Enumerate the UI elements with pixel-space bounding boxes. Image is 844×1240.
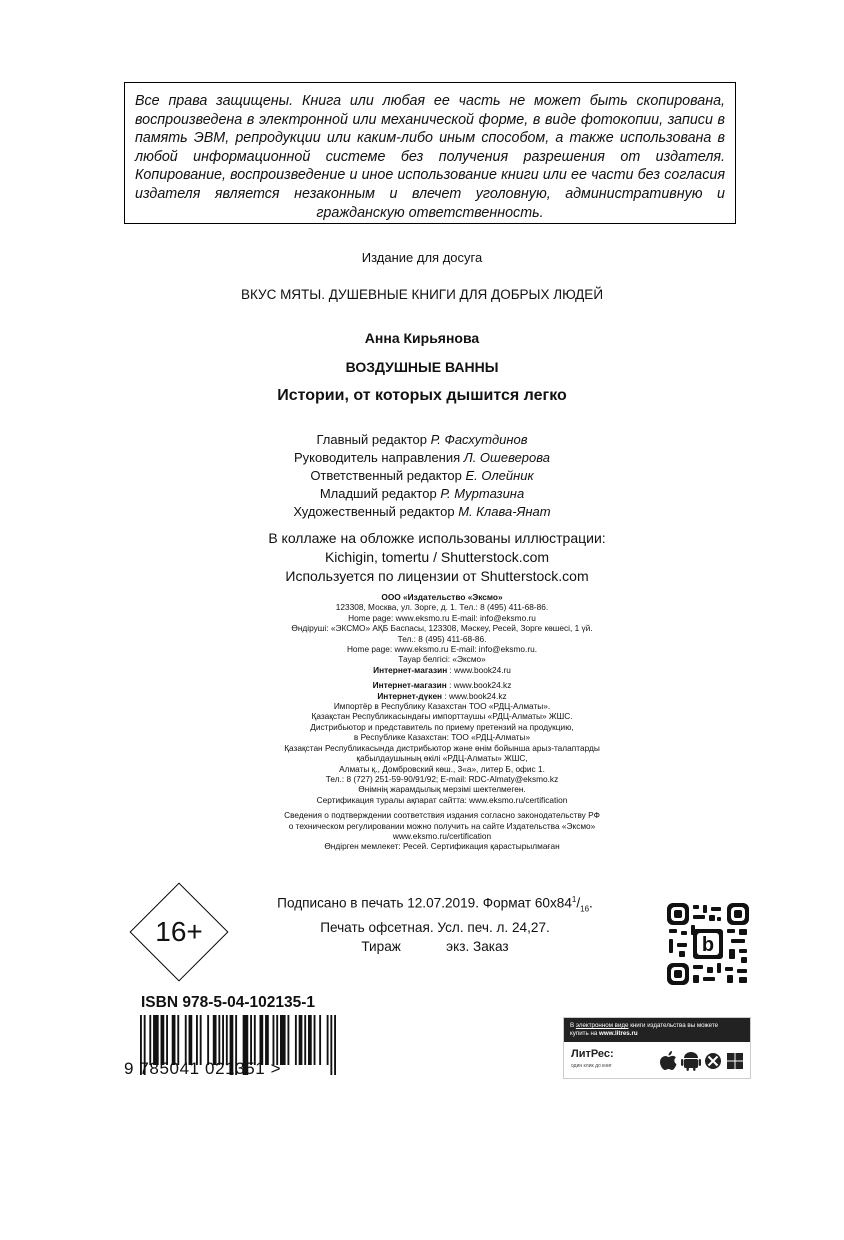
barcode-bar	[319, 1015, 321, 1065]
author-name: Анна Кирьянова	[364, 330, 480, 346]
imprint-line: Импортёр в Республику Казахстан ТОО «РДЦ-Алматы».	[333, 701, 551, 712]
litres-banner[interactable]	[563, 1017, 751, 1079]
barcode-bar	[287, 1015, 289, 1065]
imprint-line: 123308, Москва, ул. Зорге, д. 1. Тел.: 8 (495) 411-68-86.	[335, 602, 549, 613]
barcode-bar	[265, 1015, 269, 1065]
barcode-bar	[330, 1015, 332, 1075]
cover-credits	[0, 529, 844, 586]
apple-icon	[660, 1051, 677, 1070]
barcode-bar	[254, 1015, 256, 1065]
windows-icon	[727, 1053, 743, 1069]
barcode-bar	[304, 1015, 306, 1065]
imprint-line: Өндірген мемлекет: Ресей. Сертификация қарастырылмаған	[324, 841, 560, 852]
barcode-bar	[299, 1015, 303, 1065]
imprint-line: Интернет-дүкен : www.book24.kz	[377, 690, 507, 701]
editor-line: Ответственный редактор Е. Олейник	[310, 468, 534, 483]
edition-type: Издание для досуга	[361, 250, 483, 265]
imprint-line: Қазақстан Республикасындағы импорттаушы «РДЦ-Алматы» ЖШС.	[311, 711, 573, 722]
barcode-bar	[295, 1015, 297, 1065]
editor-line: Главный редактор Р. Фасхутдинов	[316, 432, 528, 447]
cover-credit-line: Используется по лицензии от Shutterstock.com	[285, 568, 589, 584]
cover-credit-line: Kichigin, tomertu / Shutterstock.com	[324, 549, 550, 565]
barcode-bar	[213, 1015, 217, 1065]
imprint-line: қабылдаушының өкілі «РДЦ-Алматы» ЖШС,	[356, 753, 528, 764]
print-run-line: Тираж экз. Заказ	[361, 939, 509, 955]
book-title: ВОЗДУШНЫЕ ВАННЫ	[345, 359, 499, 375]
barcode-bar	[196, 1015, 198, 1065]
barcode-bar	[226, 1015, 228, 1065]
series-title: ВКУС МЯТЫ. ДУШЕВНЫЕ КНИГИ ДЛЯ ДОБРЫХ ЛЮДЕЙ	[240, 287, 604, 302]
barcode-digits: 9 785041 021351 >	[124, 1059, 282, 1078]
imprint-line: Қазақстан Республикасында дистрибьютор және өнім бойынша арыз-талаптарды	[284, 742, 600, 753]
editors-list	[0, 431, 844, 521]
barcode-bar	[161, 1015, 165, 1065]
barcode-bar	[222, 1015, 224, 1065]
barcode-bar	[185, 1015, 187, 1065]
barcode-bar	[259, 1015, 263, 1065]
imprint-line: Интернет-магазин : www.book24.ru	[373, 664, 511, 675]
publisher-imprint	[0, 592, 844, 852]
barcode-bar	[308, 1015, 312, 1065]
imprint-line: Тел.: 8 (495) 411-68-86.	[397, 633, 487, 644]
imprint-line: Сертификация туралы ақпарат сайтта: www.eksmo.ru/certification	[316, 794, 568, 805]
imprint-line: Дистрибьютор и представитель по приему претензий на продукцию,	[310, 721, 574, 732]
editor-line: Младший редактор Р. Муртазина	[319, 486, 525, 501]
editor-line: Художественный редактор М. Клава-Янат	[293, 504, 551, 519]
barcode-bar	[273, 1015, 275, 1065]
litres-banner-text: В электронном виде книги издательства вы можете купить на www.litres.ru	[564, 1018, 750, 1042]
cover-credit-line: В коллаже на обложке использованы иллюстрации:	[268, 530, 606, 546]
book-subtitle: Истории, от которых дышится легко	[277, 387, 567, 404]
barcode-bar	[280, 1015, 286, 1065]
imprint-line: Өндіруші: «ЭКСМО» АҚБ Баспасы, 123308, Мәскеу, Ресей, Зорге көшесі, 1 үй.	[291, 623, 593, 634]
barcode-bar	[334, 1015, 336, 1075]
barcode-bar	[177, 1015, 179, 1065]
litres-site[interactable]: www.litres.ru	[599, 1030, 638, 1037]
imprint-line: Алматы қ., Домбровский көш., 3«а», литер Б, офис 1.	[339, 763, 545, 774]
imprint-line: Интернет-магазин : www.book24.kz	[372, 680, 512, 691]
platform-icons	[656, 1048, 746, 1072]
barcode-bar	[218, 1015, 220, 1065]
android-icon	[681, 1052, 701, 1071]
print-offset-line: Печать офсетная. Усл. печ. л. 24,27.	[320, 920, 550, 936]
barcode-bar	[314, 1015, 316, 1065]
imprint-line: Тауар белгісі: «Эксмо»	[398, 654, 486, 665]
barcode-bar	[276, 1015, 278, 1065]
barcode-bar	[327, 1015, 329, 1065]
age-rating-text: 16+	[155, 916, 203, 947]
barcode-bar	[153, 1015, 159, 1065]
barcode-bar	[250, 1015, 252, 1065]
barcode-bar	[149, 1015, 151, 1065]
svg-text:b: b	[701, 934, 715, 956]
print-info	[235, 890, 635, 956]
rights-notice-box	[124, 82, 736, 224]
barcode-bar	[189, 1015, 193, 1065]
litres-tagline: один клик до книг	[571, 1063, 612, 1069]
imprint-line: Home page: www.eksmo.ru E-mail: info@eksmo.ru	[348, 612, 536, 623]
rights-notice-text: Все права защищены. Книга или любая ее часть не может быть скопирована, воспроизведена в электронной или механической форме, в виде фотокопии, записи в память ЭВМ, репродукции или каким-либо иным способом, а также использована в любой информационной системе без получения разрешения от издателя. Копирование, воспроизведение и иное использование книги или ее части без согласия издателя является незаконным и влечет уголовную, административную и гражданскую ответственность.	[135, 93, 725, 221]
age-rating-badge	[130, 883, 228, 981]
print-signed-line: Подписано в печать 12.07.2019. Формат $60х84^1/_{16}$.	[277, 895, 593, 914]
imprint-line: Өнімнің жарамдылық мерзімі шектелмеген.	[358, 784, 526, 795]
imprint-line: о техническом регулировании можно получить на сайте Издательства «Эксмо»	[288, 820, 596, 831]
publisher-name: ООО «Издательство «Эксмо»	[381, 592, 503, 602]
barcode-bar	[200, 1015, 202, 1065]
imprint-line: Тел.: 8 (727) 251-59-90/91/92; E-mail: RDC-Almaty@eksmo.kz	[325, 773, 559, 784]
imprint-line: Сведения о подтверждении соответствия издания согласно законодательству РФ	[284, 810, 600, 821]
barcode-bar	[207, 1015, 209, 1065]
barcode-bar	[166, 1015, 168, 1065]
qr-code[interactable]	[667, 903, 749, 985]
barcode-bar	[172, 1015, 176, 1065]
litres-link[interactable]: электронном виде	[575, 1022, 629, 1029]
imprint-line: в Республике Казахстан: ТОО «РДЦ-Алматы»	[353, 732, 531, 743]
editor-line: Руководитель направления Л. Ошеверова	[293, 450, 550, 465]
xbox-icon	[705, 1053, 721, 1069]
litres-logo: ЛитРес:	[571, 1048, 614, 1060]
imprint-line: Home page: www.eksmo.ru E-mail: info@eksmo.ru.	[346, 644, 538, 655]
imprint-line: www.eksmo.ru/certification	[392, 830, 492, 841]
isbn-number: ISBN 978-5-04-102135-1	[141, 994, 316, 1011]
